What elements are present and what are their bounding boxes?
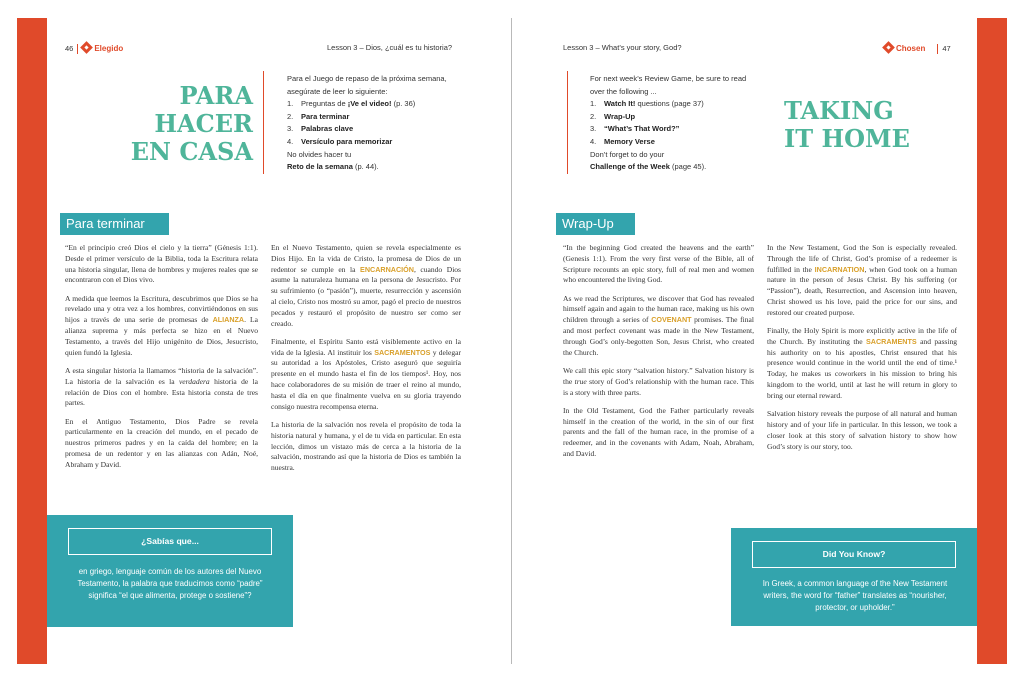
did-you-know-heading: ¿Sabías que...	[68, 528, 272, 555]
body-column	[563, 243, 754, 467]
right-page-header	[884, 43, 951, 54]
paragraph: In the Old Testament, God the Father particularly reveals himself in the creation of the world, in the sin of our first parents and the fall of the human race, in the promise of a redeemer, and in the covenants with Adam, Noah, Abraham, and David.	[563, 405, 754, 459]
review-outro: No olvides hacer tu	[287, 149, 352, 159]
paragraph: We call this epic story “salvation history.” Salvation history is the true story of God’s relationship with the human race. This is a story with three parts.	[563, 365, 754, 397]
review-list-block	[287, 73, 447, 174]
paragraph: A esta singular historia la llamamos “historia de la salvación”. La historia de la salvación es la verdadera historia de la relación de Dios con el hombre. Esta historia consta de tres partes.	[65, 365, 258, 408]
right-edge-band	[977, 18, 1007, 664]
brand-name: Chosen	[896, 44, 926, 53]
paragraph: As we read the Scriptures, we discover that God has revealed himself again and again to the human race, making us his own children through a series of COVENANT promises. The final and most perfect covenant was made in the New Testament, through God’s only-begotten Son, Jesus Christ, who created the Church.	[563, 293, 754, 357]
review-item: 3. Palabras clave	[287, 124, 354, 134]
review-list-block	[590, 73, 750, 174]
left-running-head: Lesson 3 – Dios, ¿cuál es tu historia?	[327, 43, 453, 52]
brand-name: Elegido	[94, 44, 124, 53]
left-edge-band	[17, 18, 47, 664]
page-number: 47	[942, 44, 951, 53]
body-column	[65, 243, 258, 478]
keyword: SACRAMENTOS	[374, 347, 431, 357]
did-you-know-text: en griego, lenguaje común de los autores del Nuevo Testamento, la palabra que traducimos como “padre” significa “el que alimenta, protege o sostiene”?	[77, 567, 263, 600]
paragraph: “En el principio creó Dios el cielo y la tierra” (Génesis 1:1). Desde el primer versículo de la Biblia, toda la Escritura relata una historia singular, llena de hombres y mujeres reales que se encontraron con el Dios vivo.	[65, 243, 258, 285]
keyword: COVENANT	[651, 315, 692, 325]
body-column	[767, 243, 957, 460]
right-running-head: Lesson 3 – What’s your story, God?	[563, 43, 682, 52]
review-divider	[567, 71, 568, 174]
header-separator	[937, 44, 938, 54]
did-you-know-heading: Did You Know?	[752, 541, 956, 568]
review-item: 1. Preguntas de ¡Ve el video! (p. 36)	[287, 99, 416, 109]
review-challenge: Reto de la semana (p. 44).	[287, 162, 379, 172]
paragraph: En el Antiguo Testamento, Dios Padre se revela particularmente en la creación del mundo, en el pecado de nuestros primeros padres y en la caída del hombre; en la promesa de un redentor y en las alianzas con Adán, Noé, Abraham y David.	[65, 416, 258, 469]
paragraph: Finalmente, el Espíritu Santo está visiblemente activo en la vida de la Iglesia. Al instituir los SACRAMENTOS y delegar su autoridad a los Apóstoles, Cristo aseguró que seguiría presente en el mundo hasta el fin de los tiempos¹. Hoy, nos hace colaboradores de su misión de traer el reino al mundo, hasta el día en que finalmente vuelva en su gloria trayendo consigo nuestra recompensa eterna.	[271, 336, 461, 411]
paragraph: La historia de la salvación nos revela el propósito de toda la historia natural y humana, y el de tu vida en particular. En esta lección, dimos un vistazo más de cerca a la historia de la salvación, mostrando así que la historia de Dios es también la nuestra.	[271, 419, 461, 473]
page-title	[784, 97, 944, 153]
did-you-know-box	[47, 515, 293, 627]
keyword: SACRAMENTS	[865, 336, 917, 346]
review-item: 2. Para terminar	[287, 111, 350, 121]
paragraph: En el Nuevo Testamento, quien se revela especialmente es Dios Hijo. En la vida de Cristo, la promesa de Dios de un redentor se cumple en la ENCARNACIÓN, cuando Dios asume la naturaleza humana en la persona de Jesucristo. Por su sufrimiento (o “pasión”), muerte, resurrección y ascensión al cielo, Cristo nos mostró su amor, pagó el precio de nuestros pecados y restauró el propósito de nuestro ser como ser creado.	[271, 243, 461, 328]
title-line: EN CASA	[130, 137, 253, 166]
elegido-logo-icon	[80, 41, 93, 54]
title-line: TAKING	[784, 96, 894, 125]
keyword: ALIANZA	[212, 315, 245, 325]
paragraph: In the New Testament, God the Son is especially revealed. Through the life of Christ, God’s promise of a redeemer is fulfilled in the INCARNATION, when God took on a human nature in the person of Jesus Christ. By his suffering (or “Passion”), death, Resurrection, and Ascension into heaven, Christ showed us his love, paid the price for our sins, and restored our created purpose.	[767, 243, 958, 317]
body-column	[271, 243, 461, 481]
page-number: 46	[65, 44, 74, 53]
paragraph: Salvation history reveals the purpose of all natural and human history and of your life in particular. In this lesson, we took a closer look at this story of salvation history to show how God’s story is our story, too.	[767, 409, 957, 451]
did-you-know-box	[731, 528, 977, 626]
paragraph: A medida que leemos la Escritura, descubrimos que Dios se ha revelado una y otra vez a los hombres, convirtiéndonos en sus hijos a través de una serie de promesas de ALIANZA. La alianza suprema y más perfecta se hizo en el Nuevo Testamento, a través del Hijo unigénito de Dios, Jesucristo, quien fundó la Iglesia.	[65, 293, 259, 357]
book-gutter	[511, 18, 512, 664]
review-item: 4. Memory Verse	[590, 136, 655, 146]
section-heading: Para terminar	[60, 213, 169, 235]
did-you-know-text: In Greek, a common language of the New Testament writers, the word for “father” translates as “nourisher, protector, or upholder.”	[762, 579, 948, 612]
review-intro: For next week’s Review Game, be sure to read over the following ...	[590, 74, 747, 96]
section-heading: Wrap-Up	[556, 213, 635, 235]
chosen-logo-icon	[882, 41, 895, 54]
page-title	[53, 82, 253, 166]
title-line: HACER	[154, 109, 253, 138]
keyword: ENCARNACIÓN	[360, 264, 414, 274]
left-page-header	[65, 43, 123, 54]
title-line: IT HOME	[784, 124, 910, 153]
header-separator	[77, 44, 78, 54]
review-intro: Para el Juego de repaso de la próxima semana, asegúrate de leer lo siguiente:	[287, 74, 447, 96]
review-item: 3. “What’s That Word?”	[590, 124, 680, 134]
review-outro: Don’t forget to do your	[590, 149, 665, 159]
review-item: 2. Wrap-Up	[590, 111, 636, 121]
title-line: PARA	[179, 81, 253, 110]
review-divider	[263, 71, 264, 174]
review-item: 1. Watch It! questions (page 37)	[590, 99, 704, 109]
paragraph: “In the beginning God created the heavens and the earth” (Genesis 1:1). From the very first verse of the Bible, all of Scripture recounts an epic story, full of real men and women who encountered the living God.	[563, 243, 754, 285]
review-challenge: Challenge of the Week (page 45).	[590, 162, 707, 172]
review-item: 4. Versículo para memorizar	[287, 136, 393, 146]
keyword: INCARNATION	[814, 264, 865, 274]
paragraph: Finally, the Holy Spirit is more explicitly active in the life of the Church. By instituting the SACRAMENTS and passing his authority on to his apostles, Christ ensured that his presence would continue in the world until the end of time.¹ Today, he makes us coworkers in his mission to bring his kingdom to the world, until at last he will return in glory to bring our eternal reward.	[767, 326, 958, 400]
